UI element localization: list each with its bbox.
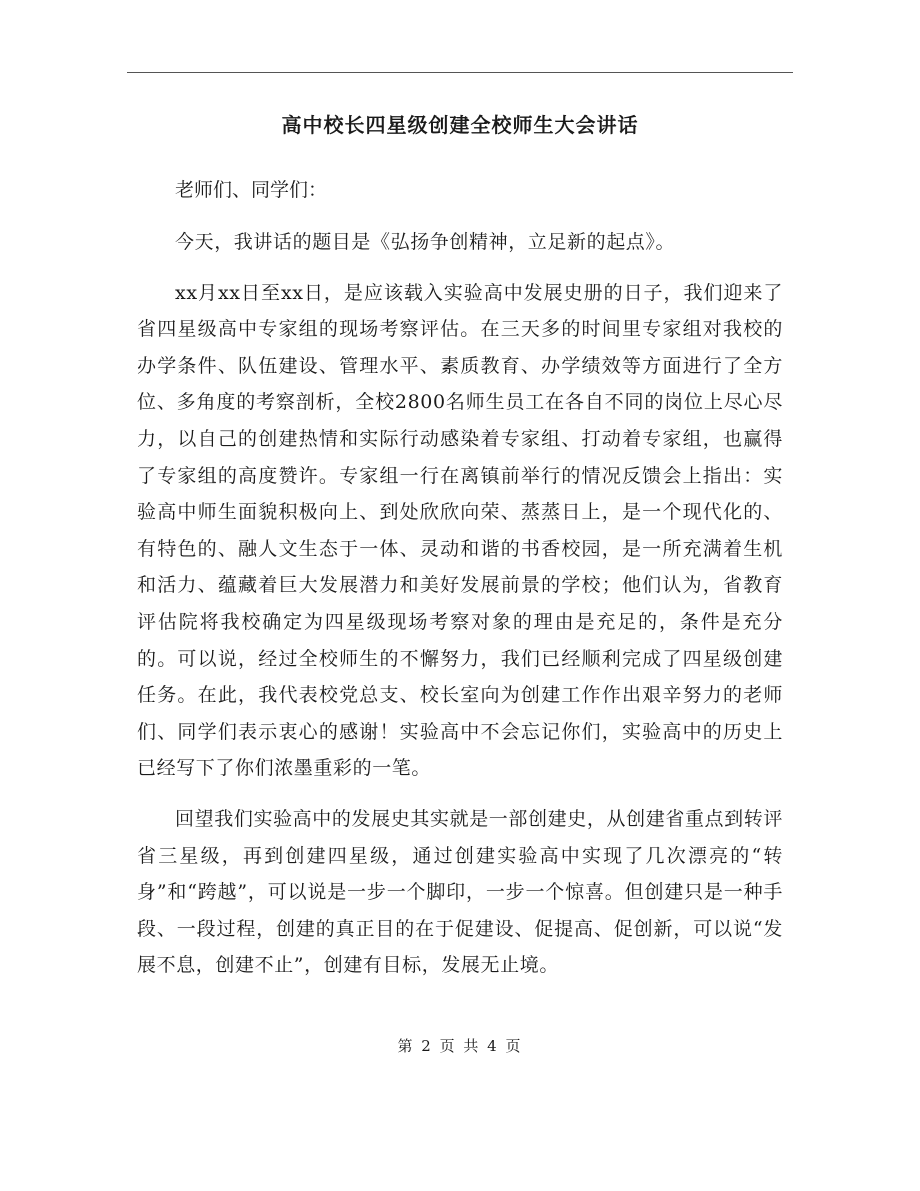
paragraph-topic: 今天，我讲话的题目是《弘扬争创精神，立足新的起点》。 — [175, 231, 676, 253]
header-rule — [127, 72, 793, 73]
document-title: 高中校长四星级创建全校师生大会讲话 — [281, 113, 639, 137]
paragraph-history: 回望我们实验高中的发展史其实就是一部创建史，从创建省重点到转评省三星级，再到创建四星级，通过创建实验高中实现了几次漂亮的“转身”和“跨越”，可以说是一步一个脚印，一步一个惊喜。但创建只是一种手段、一段过程，创建的真正目的在于促建设、促提高、促创新，可以说“发展不息，创建不止”，创建有目标，发展无止境。 — [137, 807, 783, 977]
document-body — [137, 100, 783, 984]
paragraph-evaluation: xx月xx日至xx日，是应该载入实验高中发展史册的日子，我们迎来了省四星级高中专家组的现场考察评估。在三天多的时间里专家组对我校的办学条件、队伍建设、管理水平、素质教育、办学绩效等方面进行了全方位、多角度的考察剖析，全校2800名师生员工在各自不同的岗位上尽心尽力，以自己的创建热情和实际行动感染着专家组、打动着专家组，也赢得了专家组的高度赞许。专家组一行在离镇前举行的情况反馈会上指出：实验高中师生面貌积极向上、到处欣欣向荣、蒸蒸日上，是一个现代化的、有特色的、融人文生态于一体、灵动和谐的书香校园，是一所充满着生机和活力、蕴藏着巨大发展潜力和美好发展前景的学校；他们认为，省教育评估院将我校确定为四星级现场考察对象的理由是充足的，条件是充分的。可以说，经过全校师生的不懈努力，我们已经顺利完成了四星级创建任务。在此，我代表校党总支、校长室向为创建工作作出艰辛努力的老师们、同学们表示衷心的感谢！实验高中不会忘记你们，实验高中的历史上已经写下了你们浓墨重彩的一笔。 — [137, 281, 783, 780]
salutation: 老师们、同学们： — [175, 179, 328, 201]
page-number-footer: 第 2 页 共 4 页 — [397, 1037, 523, 1055]
